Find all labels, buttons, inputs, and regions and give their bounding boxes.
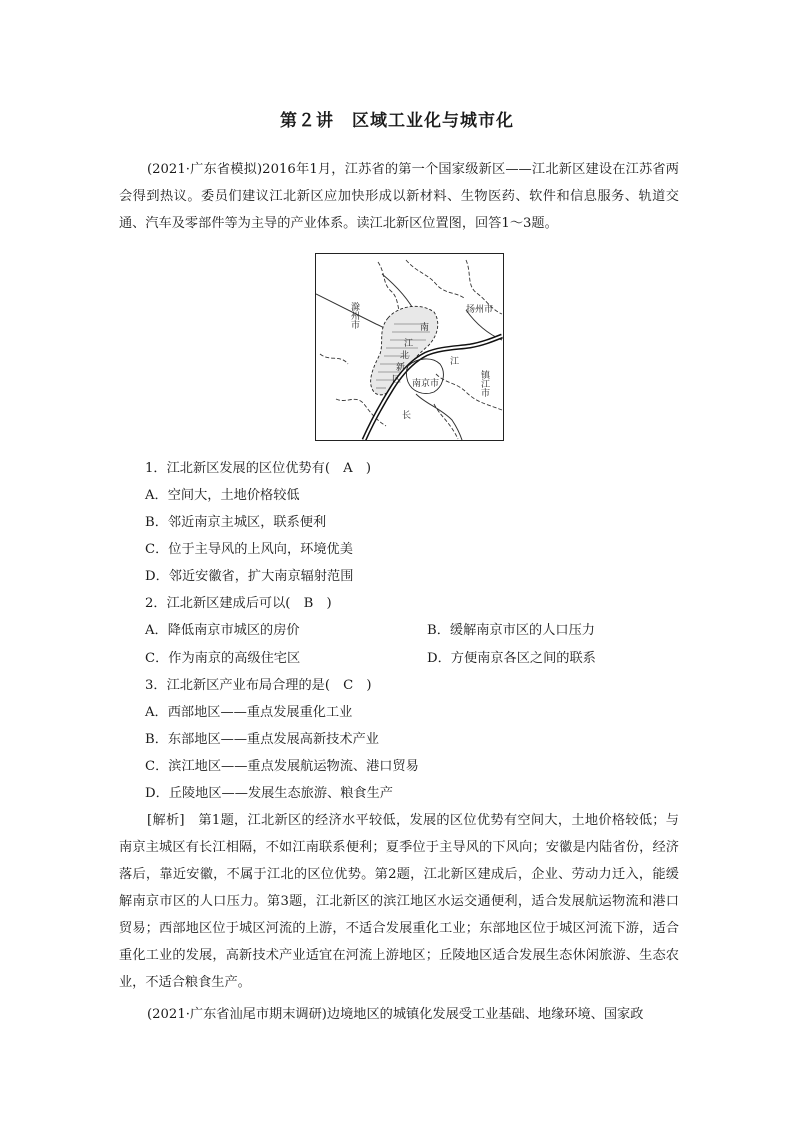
question-1-option-d: D．邻近安徽省，扩大南京辐射范围 [145,569,354,584]
question-2-option-a: A．降低南京市城区的房价 [145,623,300,638]
map-label-nan: 南 [420,323,430,333]
map-label-jiangbei-2: 北 [400,351,410,361]
question-1-stem: 1．江北新区发展的区位优势有( A ) [145,461,372,476]
question-3-stem: 3．江北新区产业布局合理的是( C ) [145,678,372,693]
question-3-option-b: B．东部地区——重点发展高新技术产业 [145,732,379,747]
map-label-jiangbei-4: 区 [392,375,402,385]
next-question-intro: (2021·广东省汕尾市期末调研)边境地区的城镇化发展受工业基础、地缘环境、国家政 [147,1007,644,1022]
question-2-option-d: D．方便南京各区之间的联系 [427,651,596,666]
page-title: 第２讲 区域工业化与城市化 [280,111,514,131]
map-label-zhenjiang: 镇江市 [479,370,489,397]
map-label-nanjing: 南京市 [412,379,440,389]
map-figure [316,254,503,440]
intro-paragraph: (2021·广东省模拟)2016年1月，江苏省的第一个国家级新区——江北新区建设在江苏省两会得到热议。委员们建议江北新区应加快形成以新材料、生物医药、软件和信息服务、轨道交通、汽车及零部件等为主导的产业体系。读江北新区位置图，回答1～3题。 [119,162,679,231]
question-3-option-c: C．滨江地区——重点发展航运物流、港口贸易 [145,759,419,774]
map-label-jiangbei-1: 江 [404,339,414,349]
question-3-option-d: D．丘陵地区——发展生态旅游、粮食生产 [145,786,393,801]
question-3-option-a: A．西部地区——重点发展重化工业 [145,705,353,720]
question-1-option-c: C．位于主导风的上风向，环境优美 [145,542,353,557]
analysis-paragraph: [解析] 第1题，江北新区的经济水平较低，发展的区位优势有空间大，土地价格较低；与南京主城区有长江相隔，不如江南联系便利；夏季位于主导风的下风向；安徽是内陆省份，经济落后，靠近安徽，不属于江北的区位优势。第2题，江北新区建成后，企业、劳动力迁入，能缓解南京市区的人口压力。第3题，江北新区的滨江地区水运交通便利，适合发展航运物流和港口贸易；西部地区位于城区河流的上游，不适合发展重化工业；东部地区位于城区河流下游，适合重化工业的发展，高新技术产业适宜在河流上游地区；丘陵地区适合发展生态休闲旅游、生态农业，不适合粮食生产。 [119,813,679,990]
jiangbei-location-map [315,253,504,441]
map-label-jiangbei-3: 新 [396,363,406,373]
question-1-option-b: B．邻近南京主城区，联系便利 [145,515,327,530]
map-label-yangzhou: 扬州市 [466,305,494,315]
question-2-option-c: C．作为南京的高级住宅区 [145,651,301,666]
map-label-jiang: 江 [450,357,460,367]
question-2-option-b: B．缓解南京市区的人口压力 [427,623,595,638]
map-label-chang: 长 [402,411,412,421]
question-1-option-a: A．空间大，土地价格较低 [145,488,300,503]
map-label-chuzhou: 滁州市 [349,302,359,329]
question-2-stem: 2．江北新区建成后可以( B ) [145,596,332,611]
